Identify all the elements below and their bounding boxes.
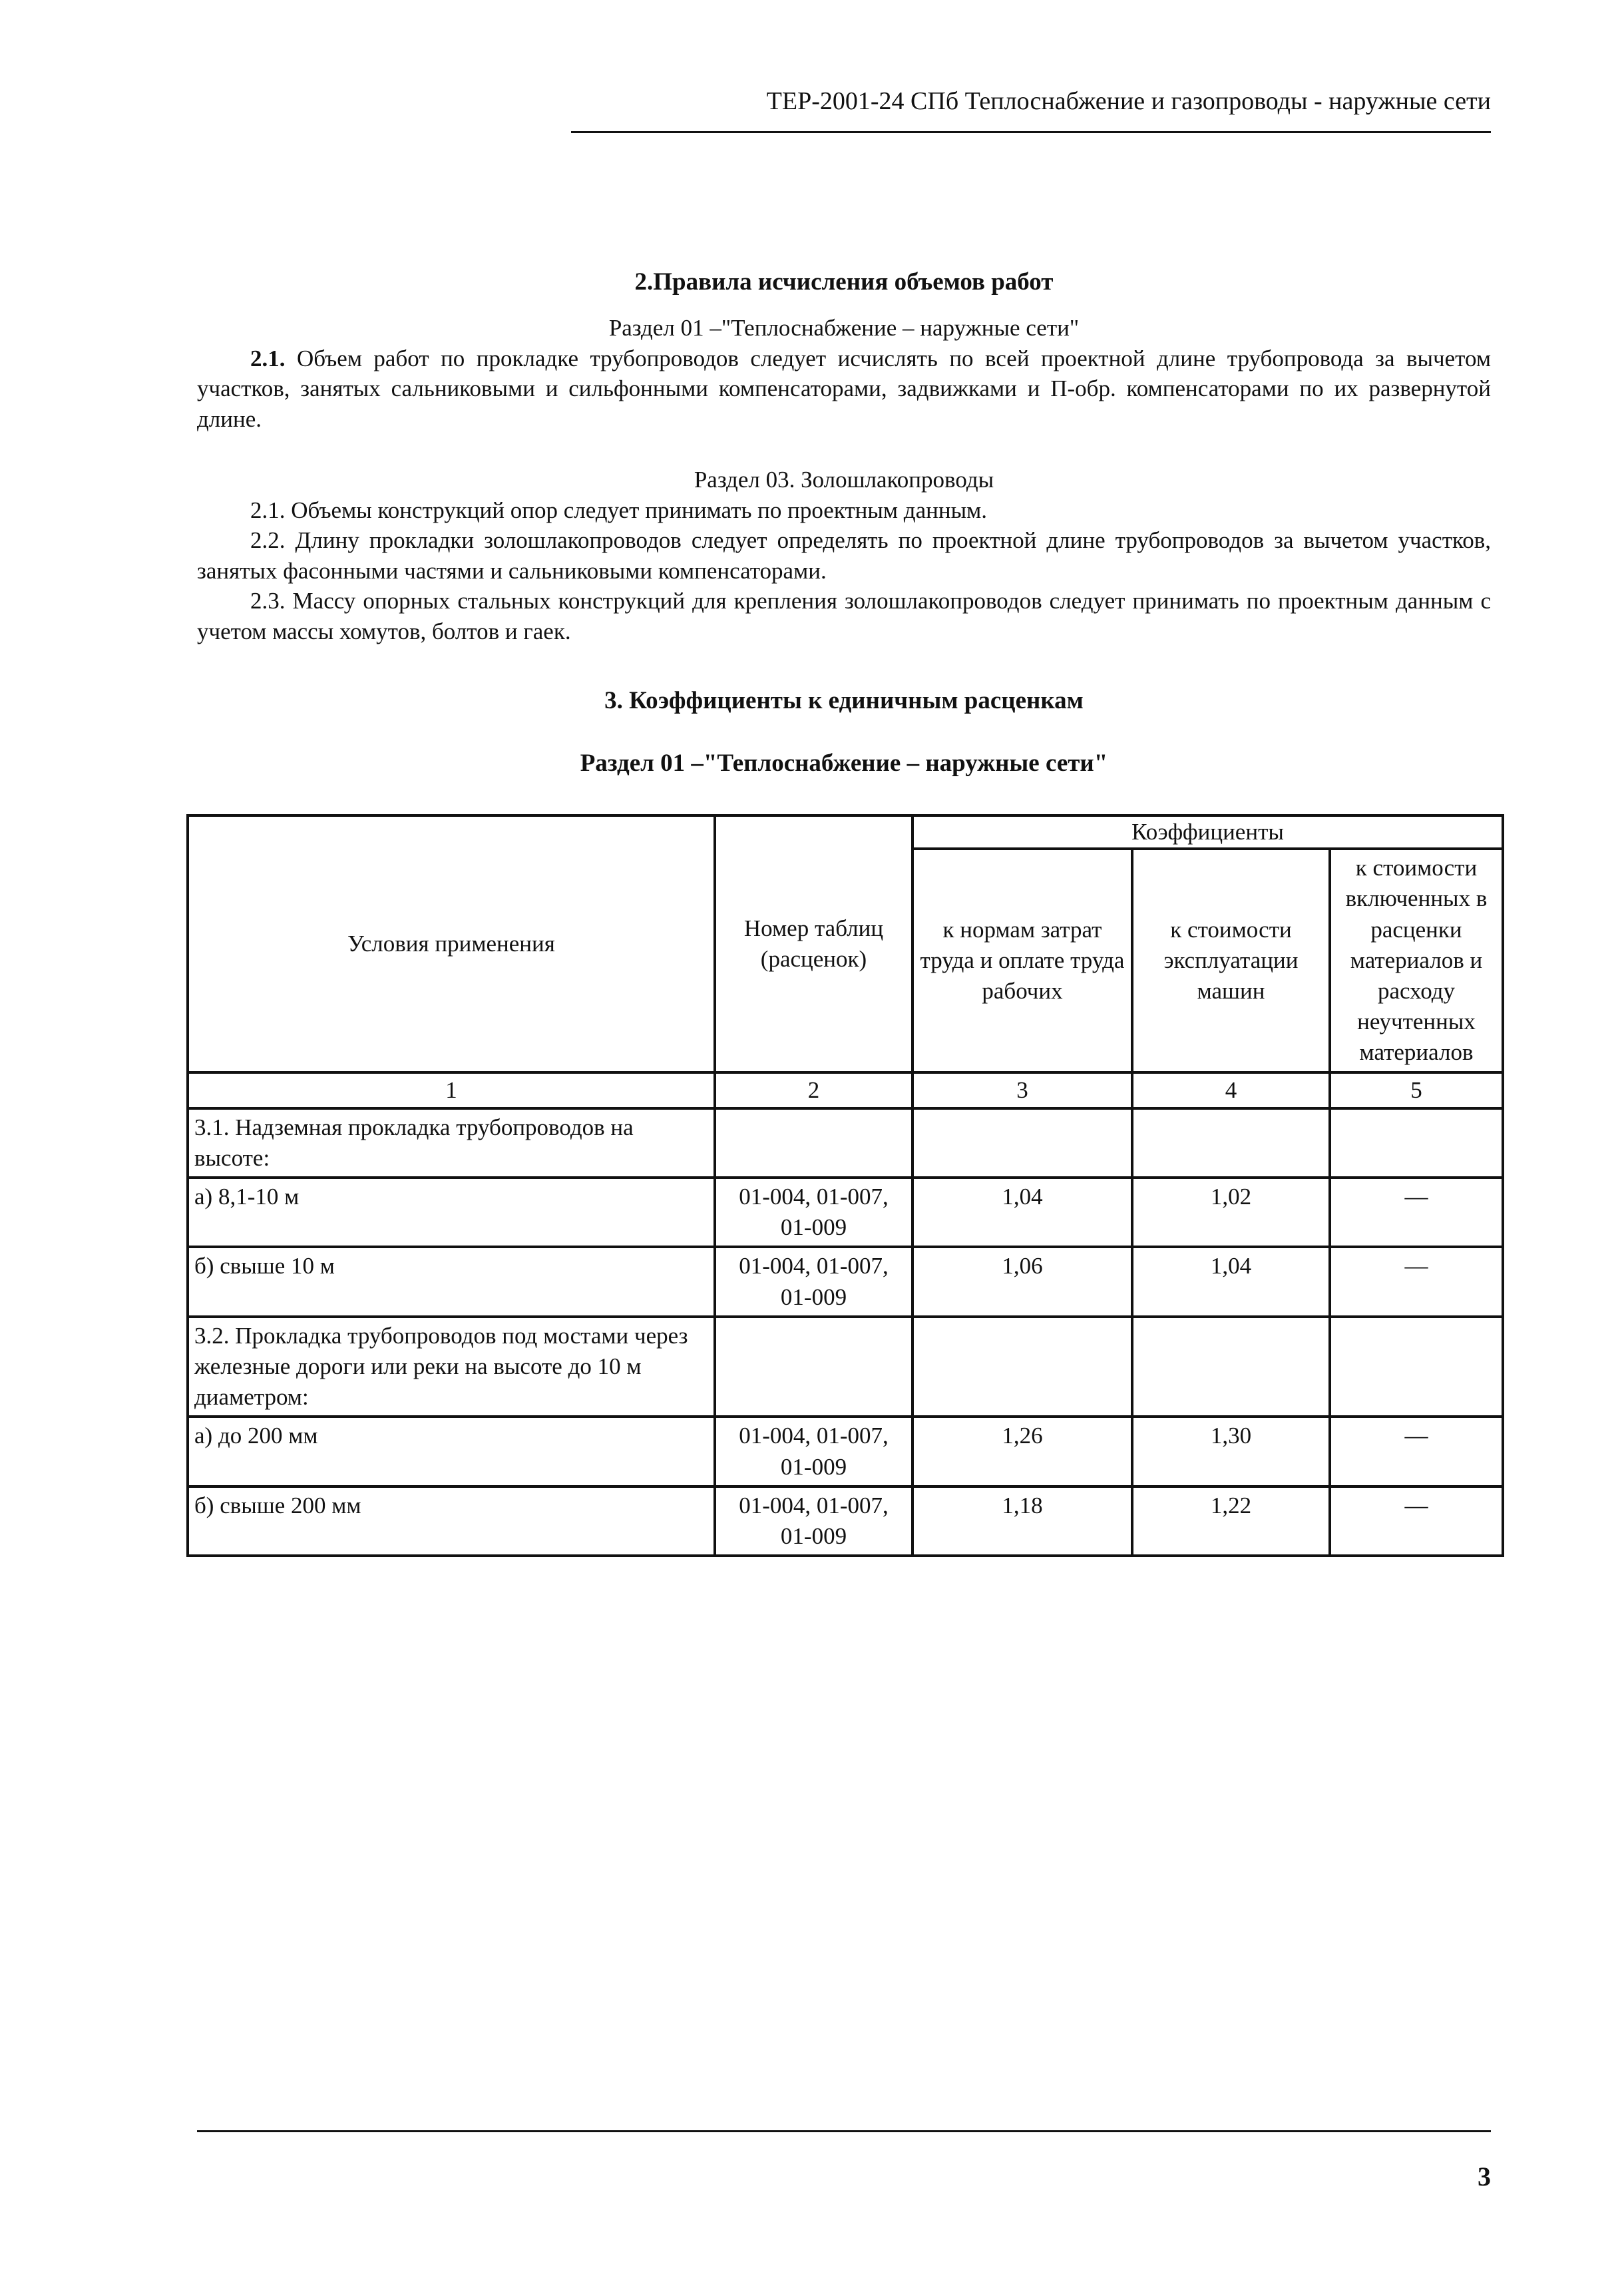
table-row [188, 1108, 1503, 1178]
column-number: 2 [715, 1072, 913, 1108]
section-2-title: 2.Правила исчисления объемов работ [634, 268, 1054, 296]
column-number: 3 [913, 1072, 1132, 1108]
header-machines: к стоимости эксплуатации машин [1132, 849, 1330, 1072]
table-number-cell: 01-004, 01-007, 01-009 [715, 1486, 913, 1556]
subsection-01-title: Раздел 01 –"Теплоснабжение – наружные сети" [608, 315, 1080, 342]
condition-cell: а) до 200 мм [188, 1417, 715, 1486]
machines-coef-cell: 1,02 [1132, 1178, 1330, 1247]
condition-cell: 3.2. Прокладка трубопроводов под мостами через железные дороги или реки на высоте до 10 м диаметром: [188, 1317, 715, 1417]
subsection-03-title: Раздел 03. Золошлакопроводы [694, 467, 994, 493]
labor-coef-cell [913, 1317, 1132, 1417]
rule-2-2-ash: 2.2. Длину прокладки золошлакопроводов следует определять по проектной длине трубопроводов за вычетом участков, занятых фасонными частями и сальниковыми компенсаторами. [197, 527, 1491, 584]
footer-rule [197, 2130, 1491, 2132]
condition-cell: б) свыше 10 м [188, 1247, 715, 1316]
condition-cell: 3.1. Надземная прокладка трубопроводов на высоте: [188, 1108, 715, 1178]
machines-coef-cell: 1,30 [1132, 1417, 1330, 1486]
labor-coef-cell: 1,18 [913, 1486, 1132, 1556]
materials-coef-cell [1330, 1317, 1503, 1417]
machines-coef-cell [1132, 1108, 1330, 1178]
table-number-cell: 01-004, 01-007, 01-009 [715, 1247, 913, 1316]
materials-coef-cell: — [1330, 1247, 1503, 1316]
table-row [188, 1317, 1503, 1417]
materials-coef-cell: — [1330, 1417, 1503, 1486]
page-content [197, 266, 1491, 780]
column-numbers-row [188, 1072, 1503, 1108]
machines-coef-cell: 1,22 [1132, 1486, 1330, 1556]
header-labor: к нормам затрат труда и оплате труда рабочих [913, 849, 1132, 1072]
coefficients-table [186, 814, 1504, 1557]
table-number-cell: 01-004, 01-007, 01-009 [715, 1417, 913, 1486]
labor-coef-cell: 1,06 [913, 1247, 1132, 1316]
column-number: 4 [1132, 1072, 1330, 1108]
table-number-cell [715, 1317, 913, 1417]
rule-2-3-ash: 2.3. Массу опорных стальных конструкций для крепления золошлакопроводов следует принимать по проектным данным с учетом массы хомутов, болтов и гаек. [197, 588, 1491, 644]
rule-2-1-ash: 2.1. Объемы конструкций опор следует принимать по проектным данным. [250, 497, 988, 523]
running-header: ТЕР-2001-24 СПб Теплоснабжение и газопроводы - наружные сети [766, 87, 1491, 115]
column-number: 1 [188, 1072, 715, 1108]
table-number-cell: 01-004, 01-007, 01-009 [715, 1178, 913, 1247]
header-table-number: Номер таблиц (расценок) [715, 815, 913, 1072]
condition-cell: б) свыше 200 мм [188, 1486, 715, 1556]
labor-coef-cell: 1,26 [913, 1417, 1132, 1486]
table-row [188, 1486, 1503, 1556]
table-row [188, 1417, 1503, 1486]
column-number: 5 [1330, 1072, 1503, 1108]
section-3-title: 3. Коэффициенты к единичным расценкам [604, 687, 1084, 715]
machines-coef-cell [1132, 1317, 1330, 1417]
machines-coef-cell: 1,04 [1132, 1247, 1330, 1316]
table-row [188, 1247, 1503, 1316]
header-materials: к стоимости включенных в расценки материалов и расходу неучтенных материалов [1330, 849, 1503, 1072]
header-rule [571, 131, 1491, 133]
condition-cell: а) 8,1-10 м [188, 1178, 715, 1247]
header-coefficients: Коэффициенты [913, 815, 1503, 849]
table-row [188, 1178, 1503, 1247]
rule-2-1-heat [197, 343, 1491, 435]
materials-coef-cell [1330, 1108, 1503, 1178]
header-conditions: Условия применения [188, 815, 715, 1072]
section-3-subtitle: Раздел 01 –"Теплоснабжение – наружные сети" [580, 750, 1108, 778]
rule-number: 2.1. [250, 345, 286, 371]
materials-coef-cell: — [1330, 1486, 1503, 1556]
labor-coef-cell: 1,04 [913, 1178, 1132, 1247]
materials-coef-cell: — [1330, 1178, 1503, 1247]
table-number-cell [715, 1108, 913, 1178]
labor-coef-cell [913, 1108, 1132, 1178]
rule-text: Объем работ по прокладке трубопроводов следует исчислять по всей проектной длине трубопровода за вычетом участков, занятых сальниковыми и сильфонными компенсаторами, задвижками и П-обр. компенсаторами по их развернутой длине. [197, 345, 1491, 432]
page-number: 3 [1478, 2162, 1491, 2191]
